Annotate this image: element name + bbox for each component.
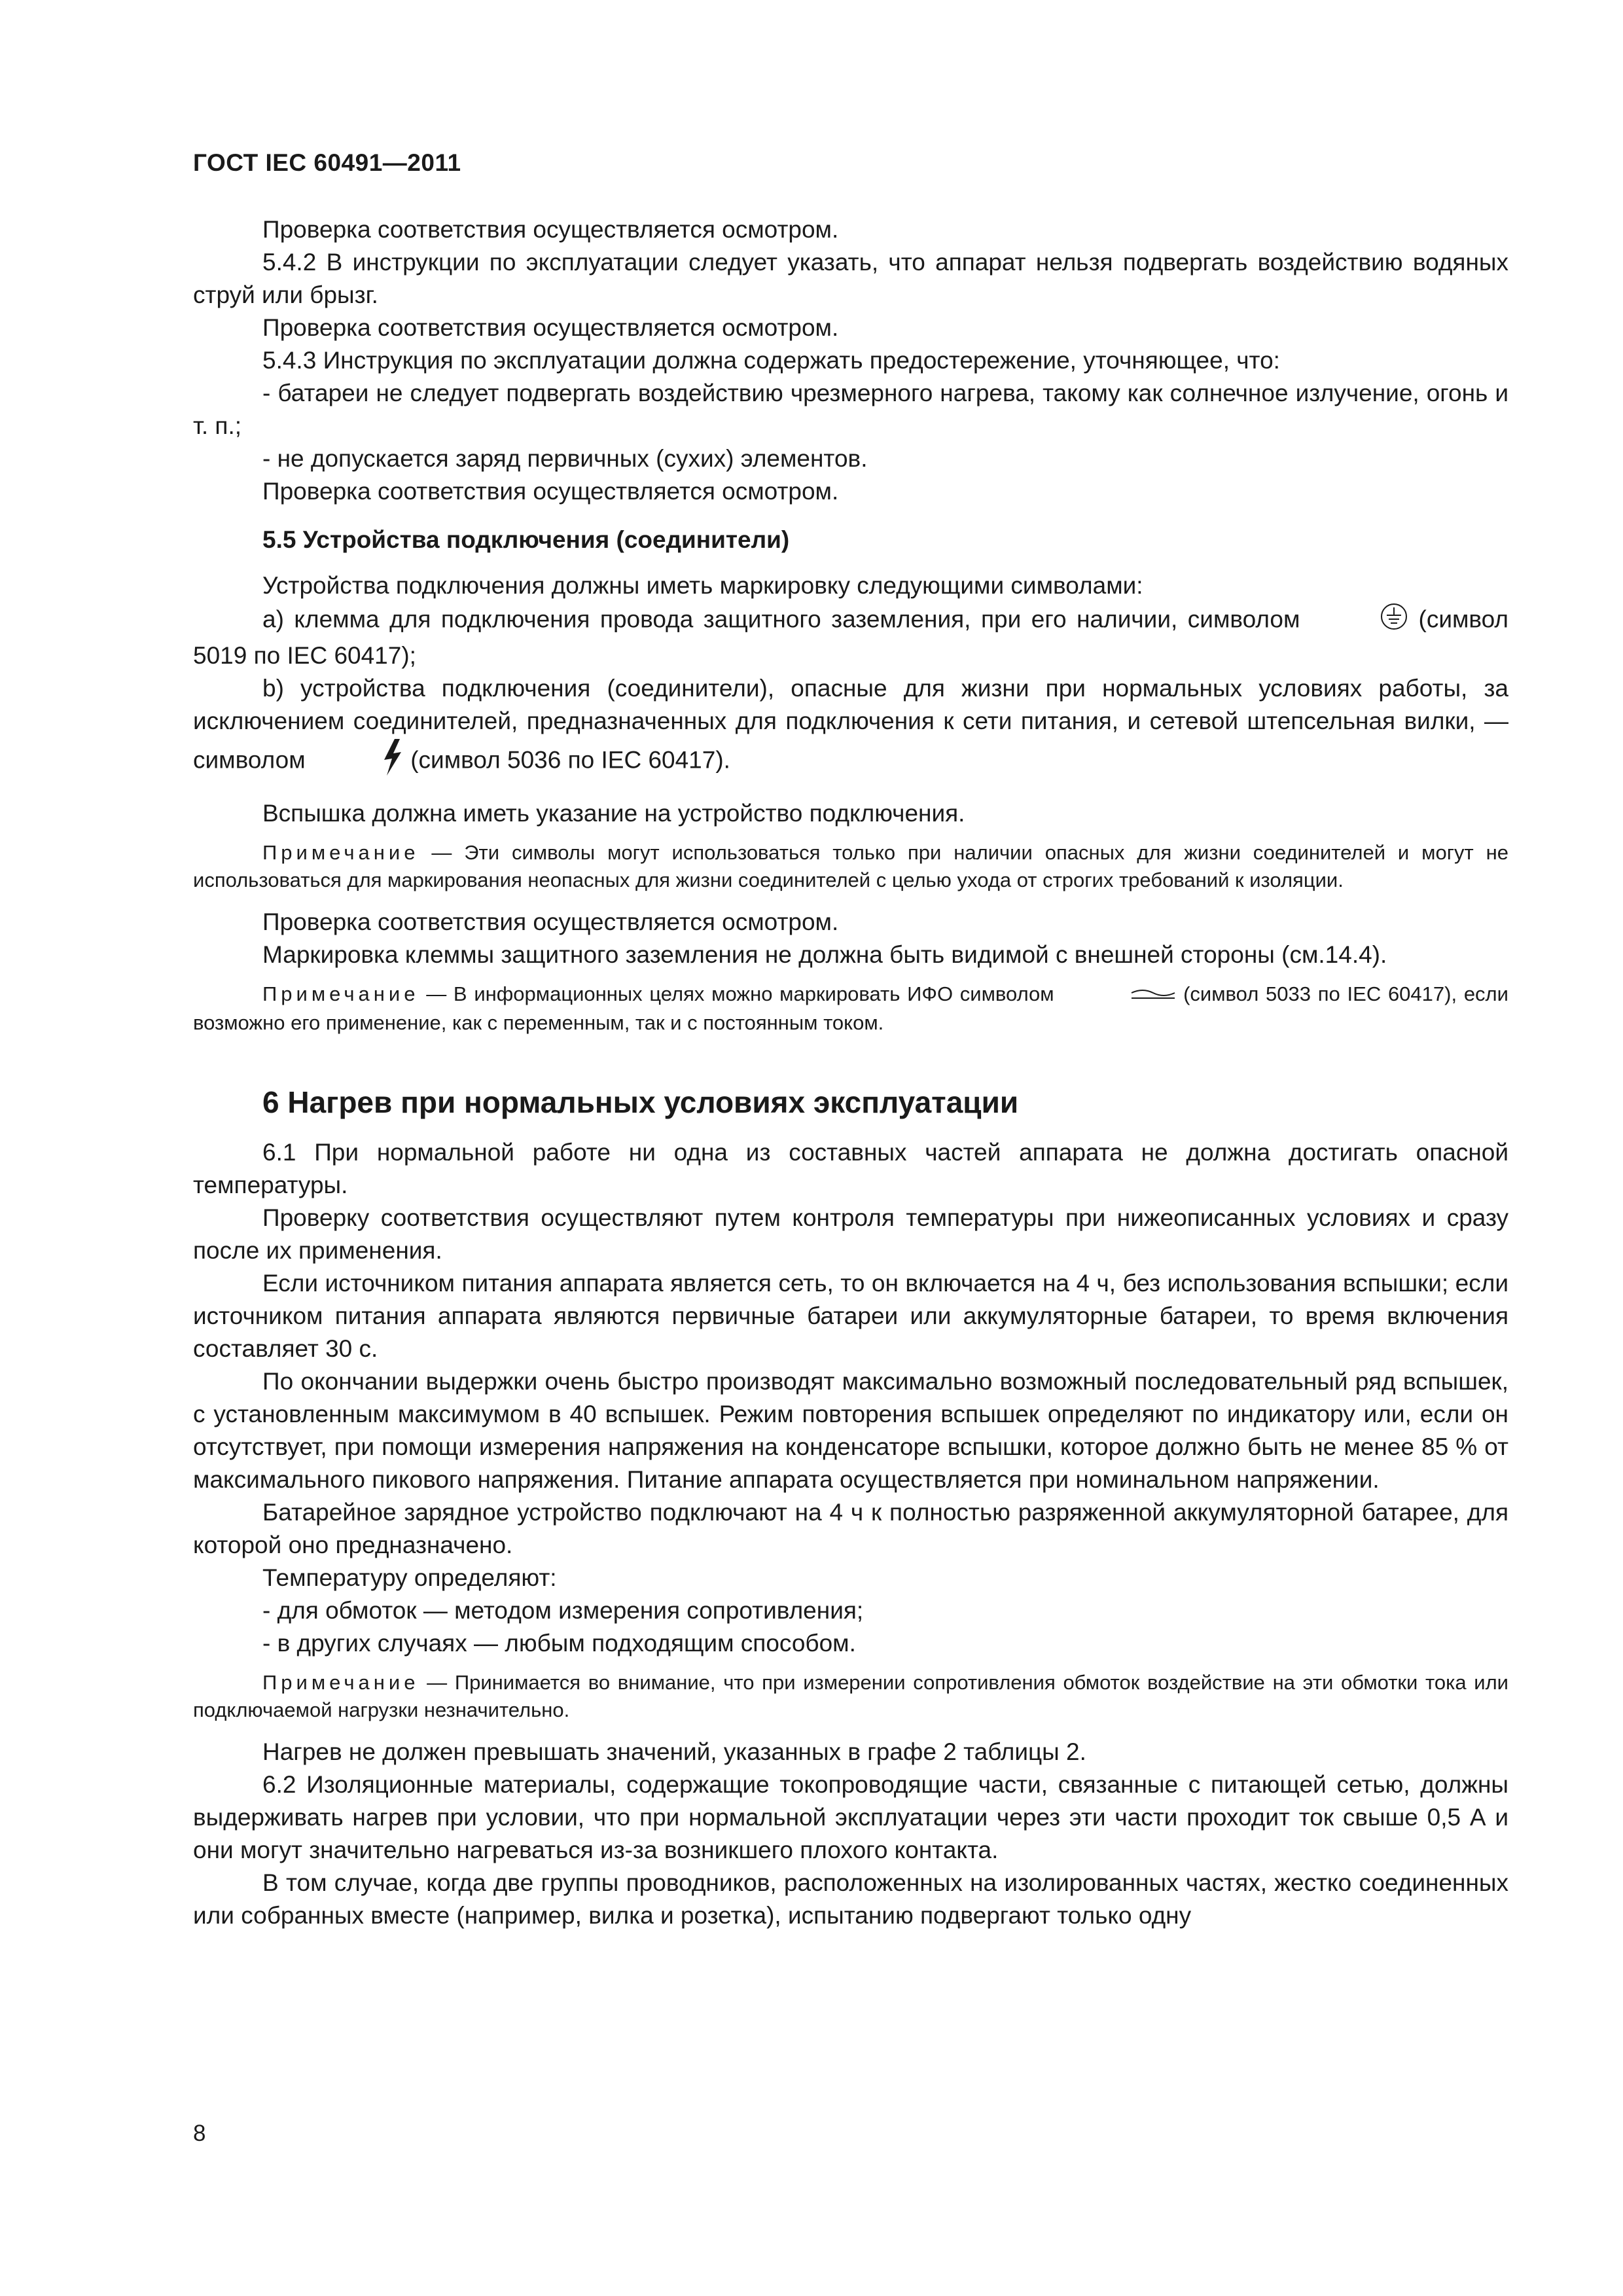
note	[193, 980, 1508, 1037]
list-item: - не допускается заряд первичных (сухих) элементов.	[262, 445, 868, 472]
document-header: ГОСТ IEC 60491—2011	[193, 149, 461, 176]
paragraph: 5.4.2 В инструкции по эксплуатации следует указать, что аппарат нельзя подвергать воздействию водяных струй или брызг.	[193, 249, 1508, 308]
list-item: - для обмоток — методом измерения сопротивления;	[262, 1596, 864, 1624]
paragraph: Проверка соответствия осуществляется осмотром.	[262, 314, 839, 341]
paragraph: Нагрев не должен превышать значений, указанных в графе 2 таблицы 2.	[262, 1738, 1086, 1765]
high-voltage-icon	[312, 738, 404, 785]
paragraph: По окончании выдержки очень быстро производят максимально возможный последовательный ряд вспышек, с установленным максимумом в 40 вспышек. Режим повторения вспышек определяют по индикатору или, если он отсутствует, при помощи измерения напряжения на конденсаторе вспышки, которое должно быть не менее 85 % от максимального пикового напряжения. Питание аппарата осуществляется при номинальном напряжении.	[193, 1367, 1508, 1493]
paragraph: Температуру определяют:	[262, 1564, 557, 1591]
paragraph-text: а) клемма для подключения провода защитного заземления, при его наличии, символом	[262, 605, 1300, 633]
paragraph: 5.4.3 Инструкция по эксплуатации должна содержать предостережение, уточняющее, что:	[262, 347, 1280, 374]
note	[193, 1669, 1508, 1724]
ac-dc-icon	[1061, 982, 1176, 1009]
paragraph: Проверку соответствия осуществляют путем контроля температуры при нижеописанных условиях и сразу после их применения.	[193, 1204, 1508, 1264]
paragraph: 6.1 При нормальной работе ни одна из составных частей аппарата не должна достигать опасной температуры.	[193, 1138, 1508, 1198]
list-item: - батареи не следует подвергать воздействию чрезмерного нагрева, такому как солнечное излучение, огонь и т. п.;	[193, 380, 1508, 439]
paragraph-text: (символ 5036 по IEC 60417).	[410, 746, 730, 774]
note-label: Примечание	[262, 1670, 419, 1694]
note-text: (символ 5033 по IEC 60417), если возможно его применение, как с переменным, так и с постоянным током.	[193, 982, 1508, 1034]
paragraph: Проверка соответствия осуществляется осмотром.	[262, 908, 839, 935]
note-text: — Эти символы могут использоваться только при наличии опасных для жизни соединителей и могут не использоваться для маркирования неопасных для жизни соединителей с целью ухода от строгих требований к изоляции.	[193, 841, 1508, 891]
paragraph: Если источником питания аппарата является сеть, то он включается на 4 ч, без использования вспышки; если источником питания аппарата являются первичные батареи или аккумуляторные батареи, то время включения составляет 30 с.	[193, 1269, 1508, 1362]
paragraph: Устройства подключения должны иметь маркировку следующими символами:	[262, 572, 1143, 599]
page-number: 8	[193, 2121, 206, 2146]
paragraph: Батарейное зарядное устройство подключают на 4 ч к полностью разряженной аккумуляторной батарее, для которой оно предназначено.	[193, 1498, 1508, 1558]
paragraph	[193, 602, 1508, 672]
paragraph-text: (символ 5019 по IEC 60417);	[193, 605, 1509, 669]
note-label: Примечание	[262, 841, 419, 864]
note	[193, 839, 1508, 894]
paragraph: Проверка соответствия осуществляется осмотром.	[262, 478, 839, 505]
paragraph-text: b) устройства подключения (соединители), опасные для жизни при нормальных условиях работы, за исключением соединителей, предназначенных для подключения к сети питания, и сетевой штепсельная вилки, — символом	[193, 675, 1508, 774]
section-heading-6: 6 Нагрев при нормальных условиях эксплуатации	[262, 1085, 1019, 1119]
list-item: - в других случаях — любым подходящим способом.	[262, 1629, 856, 1657]
paragraph: Маркировка клеммы защитного заземления не должна быть видимой с внешней стороны (см.14.4).	[262, 941, 1387, 968]
note-text: — В информационных целях можно маркировать ИФО символом	[426, 982, 1054, 1005]
paragraph: Вспышка должна иметь указание на устройство подключения.	[262, 800, 965, 827]
section-heading-5-5: 5.5 Устройства подключения (соединители)	[262, 526, 790, 553]
paragraph: Проверка соответствия осуществляется осмотром.	[262, 216, 839, 243]
paragraph	[193, 672, 1508, 785]
paragraph: 6.2 Изоляционные материалы, содержащие токопроводящие части, связанные с питающей сетью, должны выдерживать нагрев при условии, что при нормальной эксплуатации через эти части проходит ток свыше 0,5 А и они могут значительно нагреваться из-за возникшего плохого контакта.	[193, 1770, 1508, 1863]
document-page	[193, 149, 1508, 1932]
paragraph: В том случае, когда две группы проводников, расположенных на изолированных частях, жестко соединенных или собранных вместе (например, вилка и розетка), испытанию подвергают только одну	[193, 1869, 1508, 1929]
protective-earth-icon	[1310, 602, 1408, 639]
note-label: Примечание	[262, 982, 419, 1005]
note-text: — Принимается во внимание, что при измерении сопротивления обмоток воздействие на эти обмотки тока или подключаемой нагрузки незначительно.	[193, 1670, 1508, 1721]
